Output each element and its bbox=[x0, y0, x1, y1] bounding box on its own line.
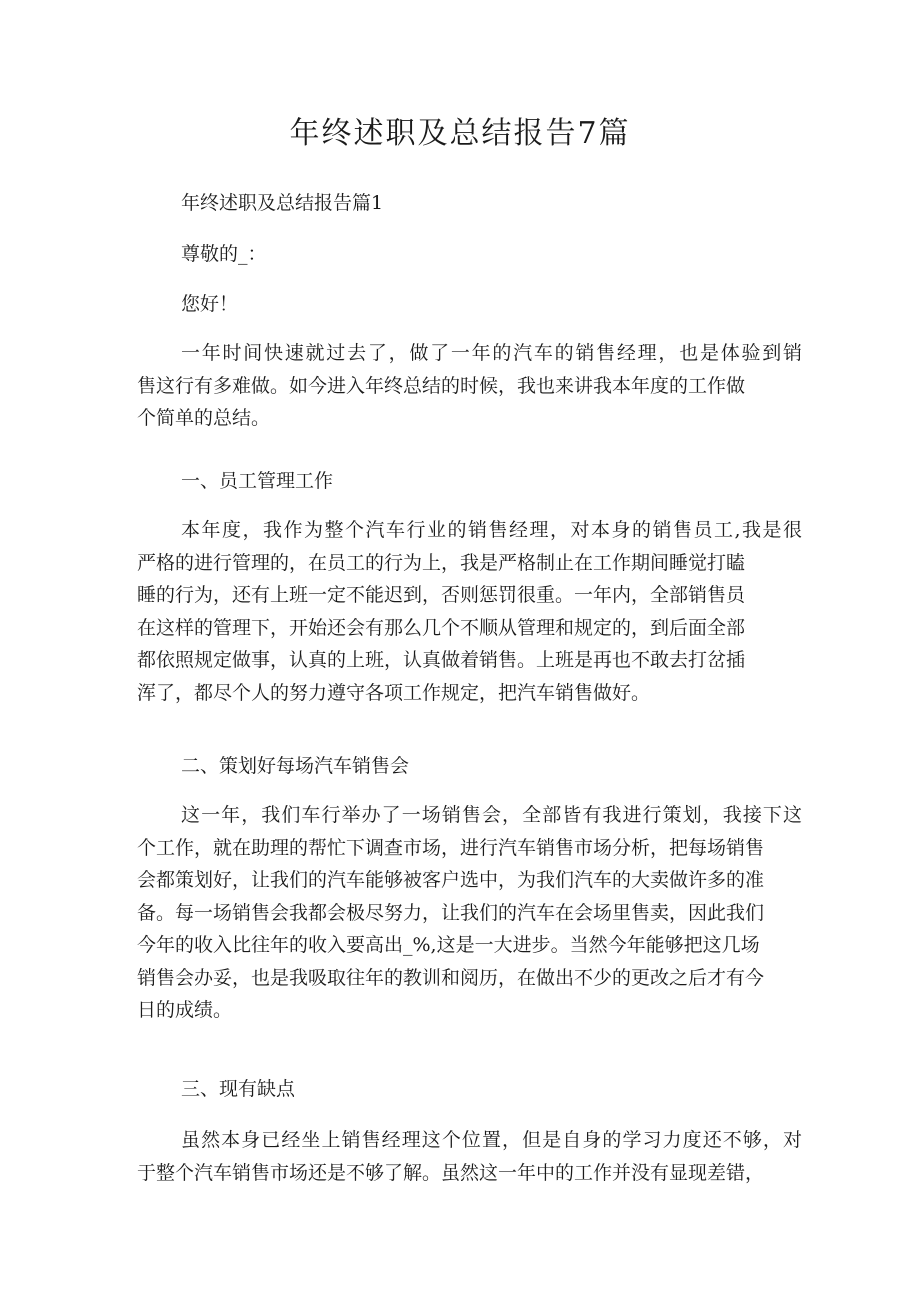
text-line: 于整个汽车销售市场还是不够了解。虽然这一年中的工作并没有显现差错， bbox=[137, 1161, 765, 1184]
text-line: 售这行有多难做。如今进入年终总结的时候，我也来讲我本年度的工作做 bbox=[137, 374, 746, 397]
text-line: 本年度，我作为整个汽车行业的销售经理，对本身的销售员工,我是很 bbox=[181, 519, 802, 541]
paragraph-staff-management bbox=[137, 514, 802, 709]
intro-paragraph bbox=[137, 337, 802, 435]
text-line: 日的成绩。 bbox=[137, 999, 233, 1021]
text-line: 严格的进行管理的，在员工的行为上，我是严格制止在工作期间睡觉打瞌 bbox=[137, 551, 746, 574]
document-title: 年终述职及总结报告7篇 bbox=[289, 116, 631, 151]
text-line: 会都策划好，让我们的汽车能够被客户选中，为我们汽车的大卖做许多的准 bbox=[137, 869, 765, 891]
text-line: 备。每一场销售会我都会极尽努力，让我们的汽车在会场里售卖，因此我们 bbox=[137, 901, 765, 924]
text-line: 个工作，就在助理的帮忙下调查市场，进行汽车销售市场分析，把每场销售 bbox=[137, 836, 765, 859]
text-line: 虽然本身已经坐上销售经理这个位置，但是自身的学习力度还不够，对 bbox=[181, 1129, 802, 1151]
text-line: 今年的收入比往年的收入要高出_%,这是一大进步。当然今年能够把这几场 bbox=[137, 934, 760, 956]
heading-shortcomings: 三、现有缺点 bbox=[181, 1078, 296, 1100]
salutation: 尊敬的_： bbox=[181, 243, 267, 265]
text-line: 都依照规定做事，认真的上班，认真做着销售。上班是再也不敢去打岔插 bbox=[137, 649, 746, 671]
text-line: 在这样的管理下，开始还会有那么几个不顺从管理和规定的，到后面全部 bbox=[137, 616, 746, 639]
text-line: 一年时间快速就过去了，做了一年的汽车的销售经理，也是体验到销 bbox=[181, 342, 802, 364]
paragraph-sales-events bbox=[137, 799, 802, 1027]
text-line: 个简单的总结。 bbox=[137, 407, 271, 429]
text-line: 睡的行为，还有上班一定不能迟到，否则惩罚很重。一年内，全部销售员 bbox=[137, 584, 746, 606]
heading-staff-management: 一、员工管理工作 bbox=[181, 470, 334, 492]
paragraph-shortcomings bbox=[137, 1124, 802, 1189]
text-line: 销售会办妥，也是我吸取往年的教训和阅历，在做出不少的更改之后才有今 bbox=[137, 966, 765, 989]
greeting: 您好！ bbox=[181, 293, 239, 315]
heading-sales-events: 二、策划好每场汽车销售会 bbox=[181, 755, 410, 777]
text-line: 浑了，都尽个人的努力遵守各项工作规定，把汽车销售做好。 bbox=[137, 681, 651, 704]
text-line: 这一年，我们车行举办了一场销售会，全部皆有我进行策划，我接下这 bbox=[181, 804, 802, 826]
section-heading: 年终述职及总结报告篇1 bbox=[181, 192, 384, 214]
